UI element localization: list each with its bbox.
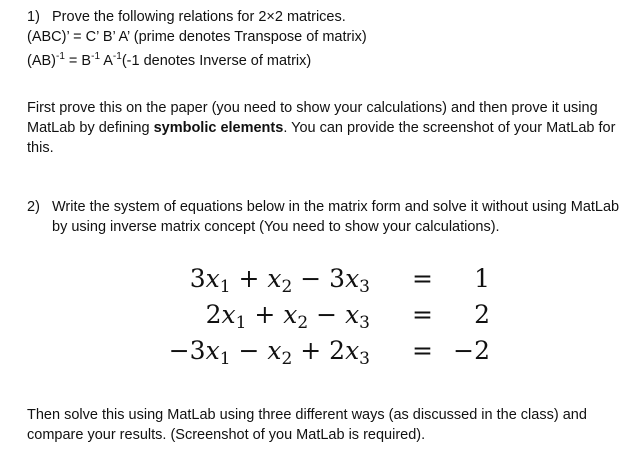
- question-2-number: 2): [27, 199, 40, 215]
- instruction-bold: symbolic elements: [153, 120, 284, 136]
- superscript: -1: [56, 51, 65, 62]
- relation-inverse-note: (-1 denotes Inverse of matrix): [121, 52, 312, 69]
- equation-rhs: 2: [474, 300, 490, 329]
- relation-transpose: (ABC)’ = C’ B’ A’ (prime denotes Transpose of matrix): [27, 28, 367, 45]
- question-1-heading: [27, 8, 367, 28]
- instruction-paragraph: [27, 98, 627, 158]
- equals-sign: =: [412, 264, 433, 293]
- equals-sign: =: [412, 300, 433, 329]
- final-instruction: Then solve this using MatLab using three different ways (as discussed in the class) and compare your results. (Screenshot of you MatLab is required).: [27, 407, 587, 443]
- question-2: [27, 197, 627, 237]
- question-1: [27, 8, 367, 71]
- relation-inverse-b: = B: [64, 52, 92, 69]
- equation-rhs: 1: [474, 264, 490, 293]
- equation-lhs: $3x_1 + x_2 - 3x_3$: [189, 264, 370, 297]
- question-1-number: 1): [27, 9, 40, 25]
- relation-inverse: [27, 47, 367, 71]
- equals-sign: =: [412, 336, 433, 365]
- equation-lhs: $2x_1 + x_2 - x_3$: [205, 300, 370, 333]
- superscript: -1: [112, 51, 122, 62]
- equation-lhs: $-3x_1 - x_2 + 2x_3$: [168, 336, 370, 369]
- question-2-text: Write the system of equations below in the matrix form and solve it without using MatLab by using inverse matrix concept (You need to show your calculations).: [52, 199, 620, 235]
- instruction-text: First prove this on the paper (you need to show your calculations) and then prove it using MatLab by defining: [27, 100, 598, 136]
- instruction-text-end: . You can provide the screenshot of your MatLab for this.: [27, 120, 616, 156]
- relation-inverse-lhs: (AB): [27, 52, 56, 69]
- relation-inverse-a: A: [100, 52, 113, 69]
- question-1-text: Prove the following relations for 2×2 matrices.: [52, 9, 346, 25]
- equation-rhs: −2: [453, 336, 490, 365]
- superscript: -1: [91, 51, 101, 62]
